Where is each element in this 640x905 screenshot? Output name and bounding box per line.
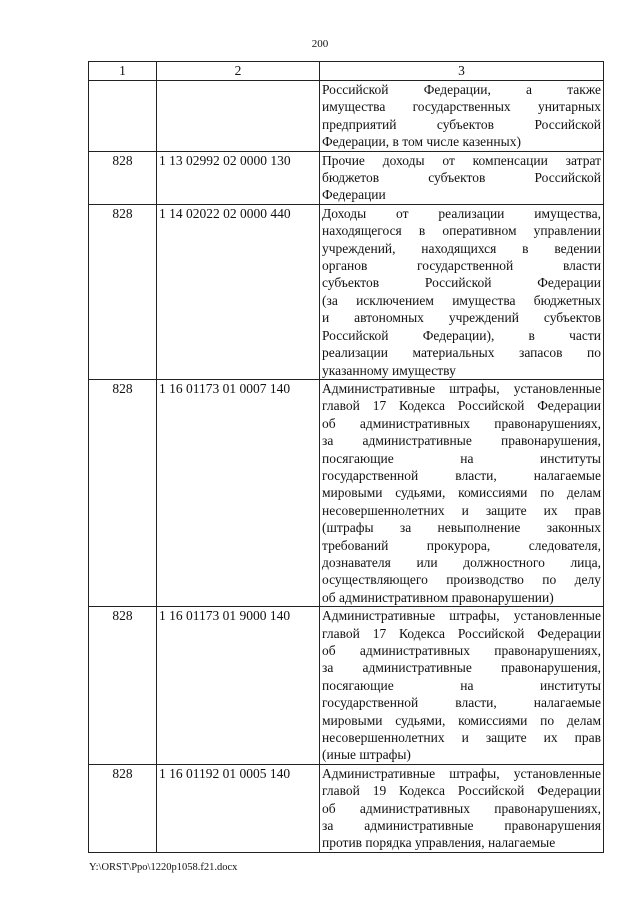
description-line: указанному имуществу [322,362,456,378]
description-line: (штрафы за невыполнение законных [322,520,601,536]
header-col-1: 1 [89,62,157,81]
description-line: об административных правонарушениях, [322,415,601,431]
description-line: за административные правонарушения [322,818,601,834]
description-line: требований прокурора, следователя, [322,537,601,553]
admin-code-cell [89,81,157,152]
page-number: 200 [311,38,329,50]
description-line: Федерации [322,187,386,203]
description-line: главой 17 Кодекса Российской Федерации [322,625,601,641]
budget-code-cell: 1 14 02022 02 0000 440 [157,204,320,379]
table-row [89,81,604,152]
file-path-footer: Y:\ORST\Ppo\1220p1058.f21.docx [89,862,238,873]
description-line: субъектов Российской Федерации [322,275,601,291]
description-line: органов государственной власти [322,258,601,274]
income-codes-table [88,61,604,853]
description-cell [320,764,604,852]
description-line: Административные штрафы, установленные [322,380,601,396]
budget-code-cell [157,81,320,152]
description-line: находящегося в оперативном управлении [322,223,601,239]
description-line: главой 19 Кодекса Российской Федерации [322,783,601,799]
budget-code-cell: 1 16 01173 01 9000 140 [157,607,320,765]
description-cell [320,379,604,606]
description-line: предприятий субъектов Российской [322,116,601,132]
description-line: мировыми судьями, комиссиями по делам [322,485,601,501]
admin-code-cell: 828 [89,764,157,852]
description-line: Прочие доходы от компенсации затрат [322,152,601,168]
budget-code-cell: 1 16 01192 01 0005 140 [157,764,320,852]
description-line: Федерации, в том числе казенных) [322,134,521,150]
budget-code-cell: 1 16 01173 01 0007 140 [157,379,320,606]
admin-code-cell: 828 [89,151,157,204]
description-line: учреждений, находящихся в ведении [322,240,601,256]
description-line: Административные штрафы, установленные [322,765,601,781]
description-line: главой 17 Кодекса Российской Федерации [322,398,601,414]
admin-code-cell: 828 [89,379,157,606]
description-line: против порядка управления, налагаемые [322,835,556,851]
description-line: (иные штрафы) [322,747,411,763]
description-line: мировыми судьями, комиссиями по делам [322,712,601,728]
description-line: несовершеннолетних и защите их прав [322,502,601,518]
table-row [89,204,604,379]
table-row [89,607,604,765]
description-line: об административных правонарушениях, [322,800,601,816]
description-line: посягающие на институты [322,450,601,466]
description-line: дознавателя или должностного лица, [322,554,601,570]
description-line: реализации материальных запасов по [322,345,601,361]
description-line: Российской Федерации, а также [322,82,601,97]
description-line: об административном правонарушении) [322,589,554,605]
description-cell [320,151,604,204]
description-line: за административные правонарушения, [322,433,601,449]
table-row [89,379,604,606]
table-row [89,764,604,852]
description-line: об административных правонарушениях, [322,643,601,658]
table-header-row [89,62,604,81]
description-line: имущества государственных унитарных [322,99,601,115]
description-line: государственной власти, налагаемые [322,467,601,483]
description-cell [320,607,604,765]
table-row [89,151,604,204]
header-col-3: 3 [320,62,604,81]
description-line: бюджетов субъектов Российской [322,170,601,186]
admin-code-cell: 828 [89,204,157,379]
description-line: государственной власти, налагаемые [322,695,601,711]
description-line: за административные правонарушения, [322,660,601,676]
description-line: Доходы от реализации имущества, [322,205,601,221]
header-col-2: 2 [157,62,320,81]
description-line: Административные штрафы, установленные [322,608,601,624]
description-line: посягающие на институты [322,677,601,693]
description-line: и автономных учреждений субъектов [322,310,601,326]
description-line: несовершеннолетних и защите их прав [322,730,601,746]
description-cell [320,81,604,152]
description-line: (за исключением имущества бюджетных [322,292,601,308]
budget-code-cell: 1 13 02992 02 0000 130 [157,151,320,204]
admin-code-cell: 828 [89,607,157,765]
description-cell [320,204,604,379]
description-line: Российской Федерации), в части [322,327,601,343]
description-line: осуществляющего производство по делу [322,572,601,588]
